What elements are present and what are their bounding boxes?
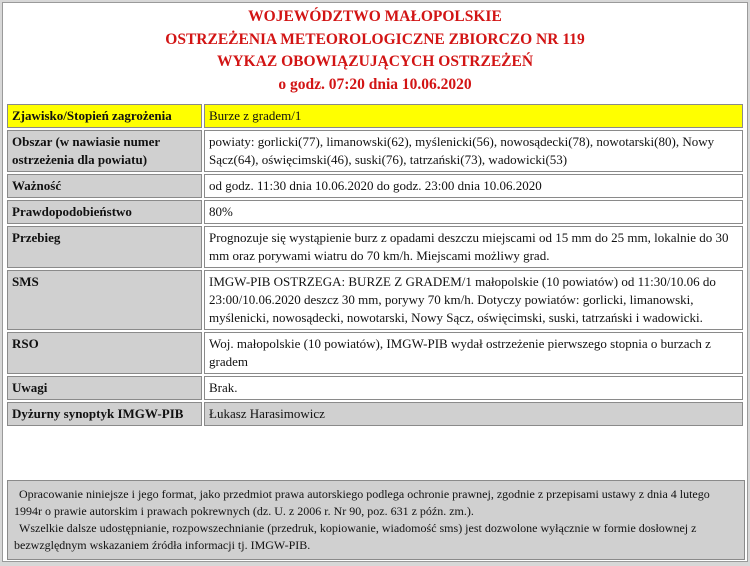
table-row-rso <box>7 332 743 374</box>
row-label: Przebieg <box>7 226 202 268</box>
row-label: Prawdopodobieństwo <box>7 200 202 224</box>
table-row-forecaster <box>7 402 743 426</box>
row-value: powiaty: gorlicki(77), limanowski(62), myślenicki(56), nowosądecki(78), nowotarski(80), Nowy Sącz(64), oświęcimski(46), suski(76), tatrzański(73), wadowicki(53) <box>204 130 743 172</box>
row-value: Burze z gradem/1 <box>204 104 743 128</box>
header-subtitle: WYKAZ OBOWIĄZUJĄCYCH OSTRZEŻEŃ <box>216 53 534 70</box>
table-row-sms <box>7 270 743 330</box>
table-row-course <box>7 226 743 268</box>
row-value: Łukasz Harasimowicz <box>204 402 743 426</box>
row-label: SMS <box>7 270 202 330</box>
row-value: Prognozuje się wystąpienie burz z opadami deszczu miejscami od 15 mm do 25 mm, lokalnie do 30 mm oraz porywami wiatru do 70 km/h. Miejscami możliwy grad. <box>204 226 743 268</box>
copyright-paragraph: Opracowanie niniejsze i jego format, jako przedmiot prawa autorskiego podlega ochronie prawnej, zgodnie z przepisami ustawy z dnia 4 lutego 1994r o prawie autorskim i prawach pokrewnych (dz. U. z 2006 r. Nr 90, poz. 631 z późn. zm.). <box>14 487 710 518</box>
header-title: OSTRZEŻENIA METEOROLOGICZNE ZBIORCZO NR 119 <box>165 30 585 48</box>
row-value: Woj. małopolskie (10 powiatów), IMGW-PIB wydał ostrzeżenie pierwszego stopnia o burzach z gradem <box>204 332 743 374</box>
document-header <box>3 3 747 101</box>
row-value: IMGW-PIB OSTRZEGA: BURZE Z GRADEM/1 małopolskie (10 powiatów) od 11:30/10.06 do 23:00/10.06.2020 deszcz 30 mm, porywy 70 km/h. Dotyczy powiatów: gorlicki, limanowski, myślenicki, nowosądecki, nowotarski, Nowy Sącz, oświęcimski, suski, tatrzański i wadowicki. <box>204 270 743 330</box>
row-label: Ważność <box>7 174 202 198</box>
row-label: Obszar (w nawiasie numer ostrzeżenia dla powiatu) <box>7 130 202 172</box>
table-row-probability <box>7 200 743 224</box>
row-value: Brak. <box>204 376 743 400</box>
header-region: WOJEWÓDZTWO MAŁOPOLSKIE <box>248 8 502 25</box>
warning-document <box>2 2 748 562</box>
copyright-notice <box>7 480 745 560</box>
row-value: od godz. 11:30 dnia 10.06.2020 do godz. 23:00 dnia 10.06.2020 <box>204 174 743 198</box>
table-row-phenomenon <box>7 104 743 128</box>
row-label: RSO <box>7 332 202 374</box>
row-label: Uwagi <box>7 376 202 400</box>
row-label: Zjawisko/Stopień zagrożenia <box>7 104 202 128</box>
header-timestamp: o godz. 07:20 dnia 10.06.2020 <box>278 75 472 93</box>
usage-paragraph: Wszelkie dalsze udostępnianie, rozpowszechnianie (przedruk, kopiowanie, wiadomość sms) jest dozwolone wyłącznie w formie dosłownej z bezwzględnym wskazaniem źródła informacji tj. IMGW-PIB. <box>14 521 697 552</box>
warning-table <box>5 102 745 428</box>
row-value: 80% <box>204 200 743 224</box>
row-label: Dyżurny synoptyk IMGW-PIB <box>7 402 202 426</box>
table-row-remarks <box>7 376 743 400</box>
table-row-area <box>7 130 743 172</box>
table-row-validity <box>7 174 743 198</box>
